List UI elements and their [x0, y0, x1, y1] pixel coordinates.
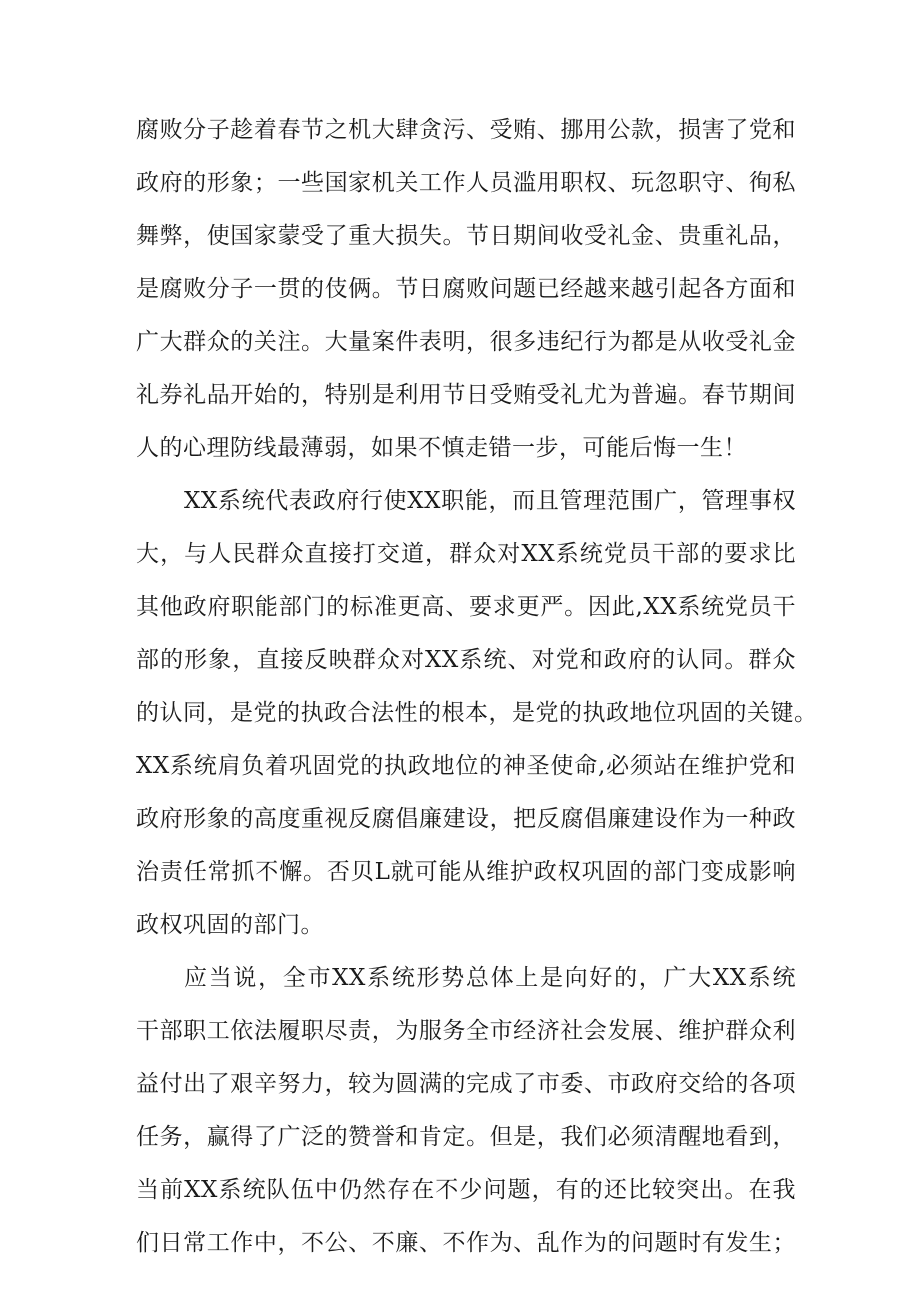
- text-line: 政府的形象；一些国家机关工作人员滥用职权、玩忽职守、徇私: [136, 170, 796, 196]
- text-line: 当前XX系统队伍中仍然存在不少问题，有的还比较突出。在我: [136, 1177, 796, 1203]
- text-line: 广大群众的关注。大量案件表明，很多违纪行为都是从收受礼金: [136, 329, 796, 355]
- text-line: XX系统肩负着巩固党的执政地位的神圣使命,必须站在维护党和: [136, 753, 796, 779]
- text-line: 任务，赢得了广泛的赞誉和肯定。但是，我们必须清醒地看到，: [136, 1124, 796, 1150]
- text-line: 政权巩固的部门。: [136, 912, 324, 938]
- text-line: 礼券礼品开始的，特别是利用节日受贿受礼尤为普遍。春节期间: [136, 382, 796, 408]
- text-line: 应当说，全市XX系统形势总体上是向好的，广大XX系统: [184, 965, 796, 991]
- text-line: 人的心理防线最薄弱，如果不慎走错一步，可能后悔一生！: [136, 435, 747, 461]
- text-line: 大，与人民群众直接打交道，群众对XX系统党员干部的要求比: [136, 541, 796, 567]
- text-line: 的认同，是党的执政合法性的根本，是党的执政地位巩固的关键。: [136, 700, 818, 726]
- text-line: 政府形象的高度重视反腐倡廉建设，把反腐倡廉建设作为一种政: [136, 806, 796, 832]
- text-line: 治责任常抓不懈。否贝L就可能从维护政权巩固的部门变成影响: [136, 859, 796, 885]
- text-line: 腐败分子趁着春节之机大肆贪污、受贿、挪用公款，损害了党和: [136, 117, 796, 143]
- text-line: 益付出了艰辛努力，较为圆满的完成了市委、市政府交给的各项: [136, 1071, 796, 1097]
- text-line: XX系统代表政府行使XX职能，而且管理范围广，管理事权: [184, 488, 796, 514]
- text-line: 们日常工作中，不公、不廉、不作为、乱作为的问题时有发生；: [136, 1230, 796, 1256]
- text-line: 舞弊，使国家蒙受了重大损失。节日期间收受礼金、贵重礼品，: [136, 223, 796, 249]
- text-line: 其他政府职能部门的标准更高、要求更严。因此,XX系统党员干: [136, 594, 796, 620]
- text-line: 干部职工依法履职尽责，为服务全市经济社会发展、维护群众利: [136, 1018, 796, 1044]
- text-line: 部的形象，直接反映群众对XX系统、对党和政府的认同。群众: [136, 647, 796, 673]
- text-line: 是腐败分子一贯的伎俩。节日腐败问题已经越来越引起各方面和: [136, 276, 796, 302]
